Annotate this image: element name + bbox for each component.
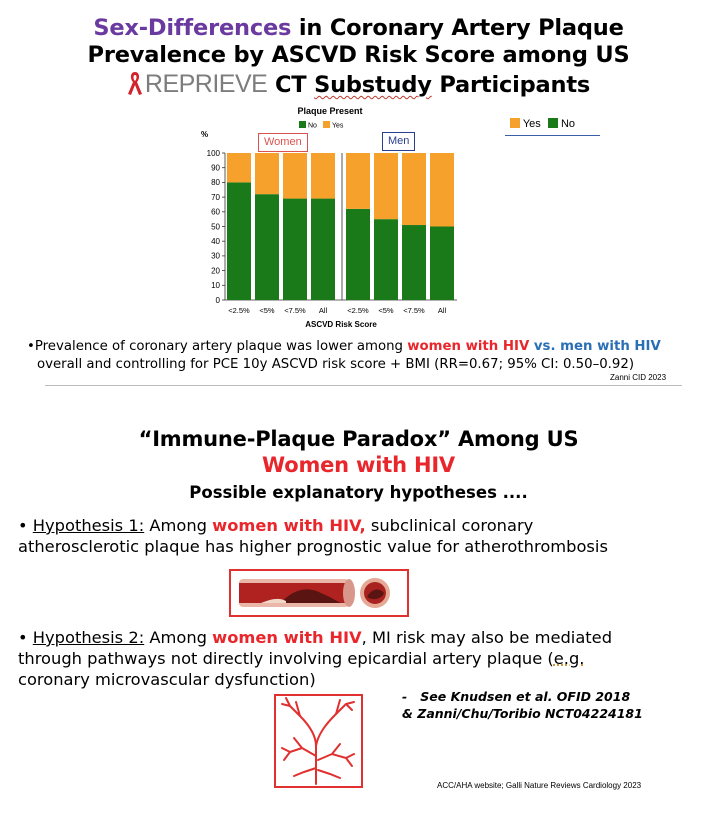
x-tick-label: <5% <box>259 306 275 315</box>
x-tick-label: <7.5% <box>403 306 425 315</box>
h2-label: Hypothesis 2: <box>32 628 145 647</box>
hypothesis-2-line3: coronary microvascular dysfunction) <box>18 670 316 689</box>
slide-divider <box>45 385 682 386</box>
slide1-title-line1 <box>0 15 717 42</box>
y-tick-label: 10 <box>211 281 220 291</box>
title-ct: CT <box>267 72 315 98</box>
slide1-title-line3 <box>0 70 717 99</box>
hypothesis-2-line2 <box>18 648 708 669</box>
h2-post: , MI risk may also be mediated <box>361 628 613 647</box>
bar-yes <box>346 153 370 209</box>
bar-yes <box>283 153 307 199</box>
h1-red: women with HIV, <box>212 516 366 535</box>
slide1-title-line2: Prevalence by ASCVD Risk Score among US <box>87 42 630 68</box>
bullet-text: •Prevalence of coronary artery plaque was lower among <box>27 339 408 354</box>
artery-plaque-illustration <box>231 571 407 615</box>
h2-pre: Among <box>144 628 213 647</box>
x-tick-label: <2.5% <box>228 306 250 315</box>
x-tick-label: <7.5% <box>284 306 306 315</box>
hypothesis-1-line2: atherosclerotic plaque has higher prognostic value for atherothrombosis <box>18 537 608 556</box>
y-axis-label: % <box>201 130 209 139</box>
slide2-title-line1: “Immune-Plaque Paradox” Among US <box>138 427 579 451</box>
inner-legend-label-no: No <box>308 122 317 130</box>
hypothesis-1 <box>18 515 708 536</box>
bar-no <box>346 209 370 300</box>
x-tick-label: <5% <box>378 306 394 315</box>
title-participants: Participants <box>431 72 591 98</box>
bar-yes <box>227 153 251 182</box>
slide1-bullet-line2: overall and controlling for PCE 10y ASCVD risk score + BMI (RR=0.67; 95% CI: 0.50–0.92) <box>37 357 635 372</box>
title-text: in Coronary Artery Plaque <box>291 15 624 41</box>
title-substudy: Substudy <box>314 72 432 98</box>
bar-no <box>430 227 454 301</box>
bar-no <box>374 219 398 300</box>
h1-label: Hypothesis 1: <box>32 516 145 535</box>
bar-no <box>311 199 335 300</box>
microvascular-icon <box>276 696 361 786</box>
slide2-footer: ACC/AHA website; Galli Nature Reviews Cardiology 2023 <box>437 781 642 790</box>
bar-yes <box>402 153 426 225</box>
bar-yes <box>374 153 398 219</box>
bullet-men: men with HIV <box>560 339 661 354</box>
artery-plaque-image <box>229 569 409 617</box>
reference-line2: & Zanni/Chu/Toribio NCT04224181 <box>402 706 643 721</box>
h1-bullet: • <box>18 516 33 535</box>
bullet-women: women with HIV <box>407 339 530 354</box>
bullet-vs: vs. <box>529 339 561 354</box>
legend-swatch-no <box>548 118 558 128</box>
bar-no <box>402 225 426 300</box>
hypothesis-2 <box>18 627 708 648</box>
panel-label-men: Men <box>382 132 415 151</box>
h2-red: women with HIV <box>212 628 362 647</box>
ref-text1: See Knudsen et al. OFID 2018 <box>420 689 631 704</box>
inner-legend-swatch-yes <box>323 121 330 128</box>
bar-no <box>227 182 251 300</box>
inner-legend-label-yes: Yes <box>332 122 344 130</box>
plaque-chart <box>195 102 470 332</box>
ref-dash: - <box>402 689 408 704</box>
x-axis-label: ASCVD Risk Score <box>305 320 377 329</box>
inner-legend-swatch-no <box>299 121 306 128</box>
y-tick-label: 80 <box>211 178 220 188</box>
chart-title: Plaque Present <box>297 106 363 116</box>
bar-yes <box>430 153 454 227</box>
y-tick-label: 40 <box>211 237 220 246</box>
legend-label-no: No <box>560 118 575 130</box>
h2-line2-text: through pathways not directly involving epicardial artery plaque ( <box>18 649 554 668</box>
red-ribbon-icon <box>127 70 143 96</box>
y-tick-label: 100 <box>206 148 220 158</box>
y-tick-label: 70 <box>211 192 220 202</box>
h1-post: subclinical coronary <box>365 516 534 535</box>
slide2-title-line2: Women with HIV <box>262 453 455 477</box>
x-tick-label: All <box>437 306 447 315</box>
outer-legend <box>510 118 575 130</box>
legend-label-yes: Yes <box>522 118 541 130</box>
x-tick-label: <2.5% <box>347 306 369 315</box>
title-highlight: Sex-Differences <box>93 15 292 41</box>
legend-underline <box>505 135 600 136</box>
bar-no <box>255 194 279 300</box>
y-tick-label: 90 <box>211 163 220 173</box>
h2-eg: e.g. <box>553 649 585 668</box>
h2-bullet: • <box>18 628 33 647</box>
x-tick-label: All <box>318 306 328 315</box>
bar-yes <box>311 153 335 199</box>
panel-label-women: Women <box>258 133 308 152</box>
bar-yes <box>255 153 279 194</box>
reprieve-logo: REPRIEVE <box>144 70 268 98</box>
y-tick-label: 60 <box>211 207 220 217</box>
bar-no <box>283 199 307 300</box>
y-tick-label: 30 <box>211 251 220 261</box>
h1-pre: Among <box>144 516 213 535</box>
reference-line1 <box>402 689 630 704</box>
slide1-bullet <box>27 338 707 356</box>
slide1-citation: Zanni CID 2023 <box>610 373 667 382</box>
slide2-subtitle: Possible explanatory hypotheses .... <box>189 483 528 502</box>
y-tick-label: 0 <box>215 295 220 305</box>
y-tick-label: 50 <box>211 222 220 232</box>
legend-swatch-yes <box>510 118 520 128</box>
y-tick-label: 20 <box>211 266 220 276</box>
microvasculature-image <box>274 694 363 788</box>
